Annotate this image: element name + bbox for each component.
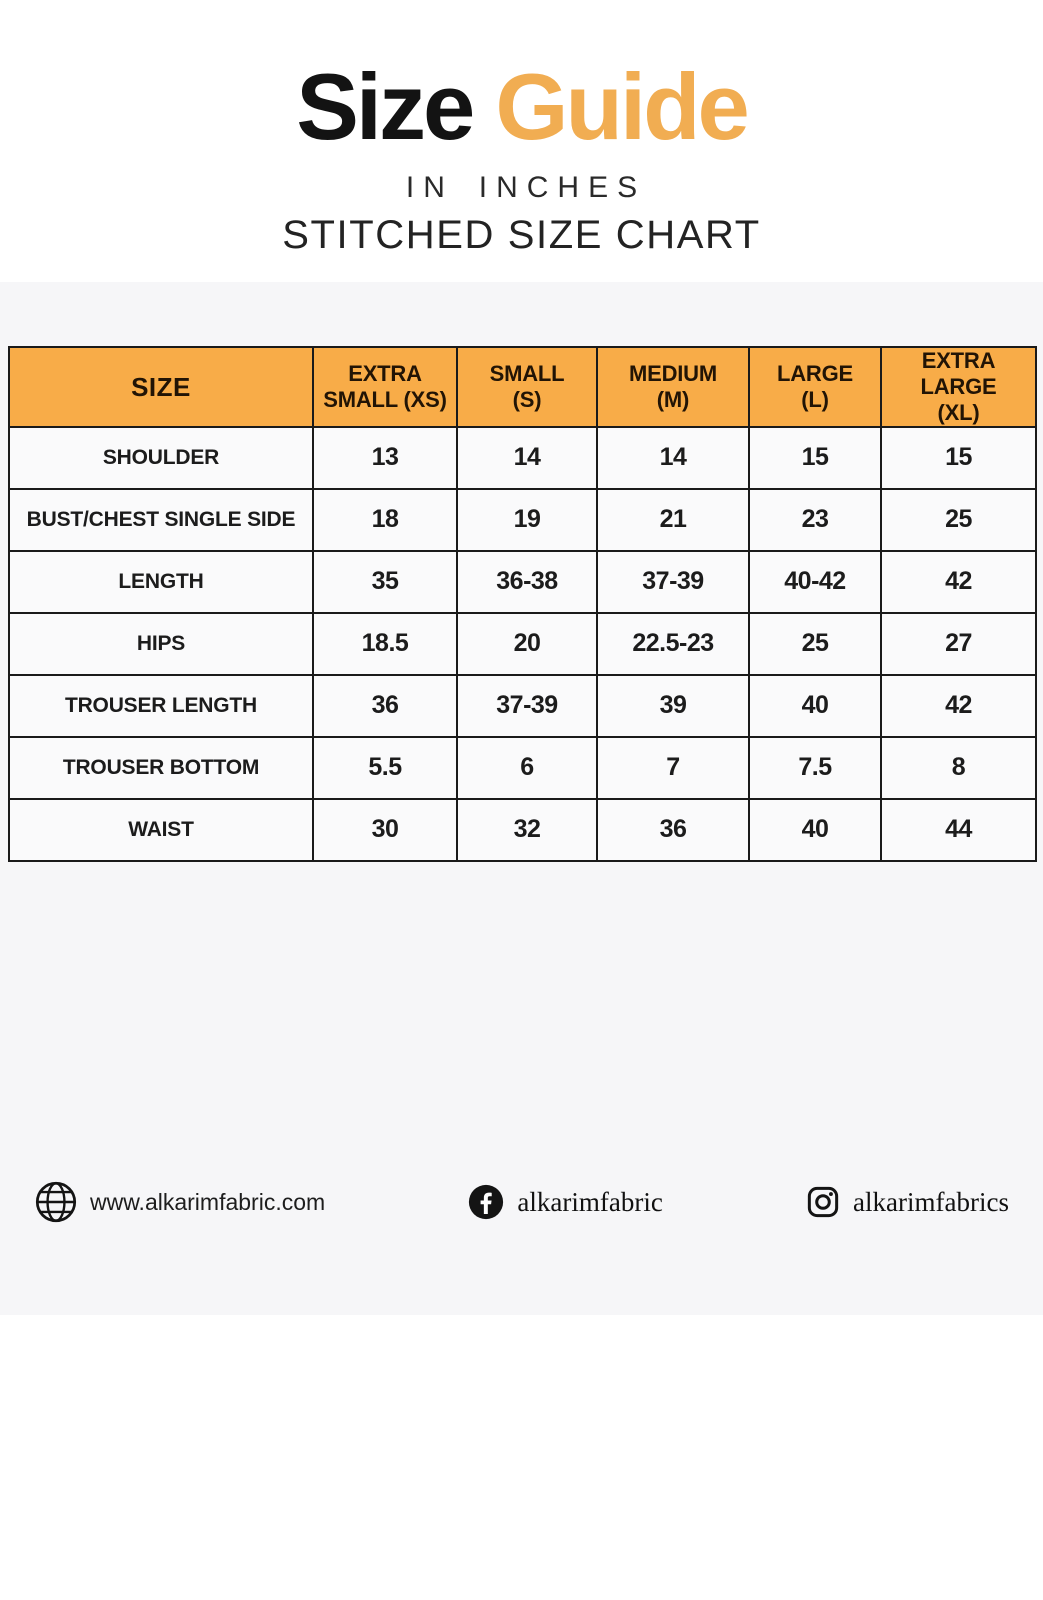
cell-value: 40 [749,799,881,861]
title-word-size: Size [296,54,473,159]
cell-value: 14 [457,427,597,489]
cell-value: 23 [749,489,881,551]
row-label: LENGTH [9,551,313,613]
cell-value: 44 [881,799,1036,861]
subtitle-stitched-size-chart: STITCHED SIZE CHART [282,212,761,257]
row-label: WAIST [9,799,313,861]
instagram-handle: alkarimfabrics [853,1186,1009,1217]
cell-value: 40 [749,675,881,737]
instagram-item [805,1184,1009,1220]
cell-value: 36 [597,799,749,861]
table-header-row [9,347,1036,427]
cell-value: 36 [313,675,457,737]
row-label: HIPS [9,613,313,675]
cell-value: 37-39 [597,551,749,613]
cell-value: 13 [313,427,457,489]
facebook-icon [467,1183,505,1221]
row-label: BUST/CHEST SINGLE SIDE [9,489,313,551]
column-header-large: LARGE (L) [749,347,881,427]
cell-value: 42 [881,551,1036,613]
cell-value: 20 [457,613,597,675]
table-row-shoulder [9,427,1036,489]
cell-value: 36-38 [457,551,597,613]
table-row-bust-chest [9,489,1036,551]
page-title [0,54,1043,159]
table-row-waist [9,799,1036,861]
row-label: TROUSER BOTTOM [9,737,313,799]
facebook-handle: alkarimfabric [517,1186,663,1217]
cell-value: 7.5 [749,737,881,799]
cell-value: 15 [749,427,881,489]
cell-value: 5.5 [313,737,457,799]
column-header-size: SIZE [9,347,313,427]
column-header-medium: MEDIUM (M) [597,347,749,427]
table-row-trouser-bottom [9,737,1036,799]
cell-value: 32 [457,799,597,861]
cell-value: 35 [313,551,457,613]
cell-value: 21 [597,489,749,551]
cell-value: 39 [597,675,749,737]
row-label: SHOULDER [9,427,313,489]
row-label: TROUSER LENGTH [9,675,313,737]
cell-value: 25 [881,489,1036,551]
cell-value: 7 [597,737,749,799]
footer [0,1162,1043,1242]
instagram-icon [805,1184,841,1220]
cell-value: 14 [597,427,749,489]
title-block [0,54,1043,258]
cell-value: 37-39 [457,675,597,737]
cell-value: 30 [313,799,457,861]
table-row-length [9,551,1036,613]
cell-value: 6 [457,737,597,799]
table-row-hips [9,613,1036,675]
cell-value: 18 [313,489,457,551]
title-word-guide: Guide [495,54,747,159]
size-chart-table [8,346,1037,862]
cell-value: 40-42 [749,551,881,613]
globe-icon [34,1180,78,1224]
cell-value: 15 [881,427,1036,489]
cell-value: 18.5 [313,613,457,675]
facebook-item [467,1183,662,1221]
cell-value: 27 [881,613,1036,675]
cell-value: 22.5-23 [597,613,749,675]
subtitle-in-inches: IN INCHES [405,170,647,204]
cell-value: 19 [457,489,597,551]
website-text: www.alkarimfabric.com [90,1188,326,1215]
cell-value: 8 [881,737,1036,799]
column-header-extra-small: EXTRA SMALL (XS) [313,347,457,427]
cell-value: 42 [881,675,1036,737]
website-item [34,1180,325,1224]
column-header-small: SMALL (S) [457,347,597,427]
column-header-extra-large: EXTRA LARGE (XL) [881,347,1036,427]
cell-value: 25 [749,613,881,675]
table-row-trouser-length [9,675,1036,737]
